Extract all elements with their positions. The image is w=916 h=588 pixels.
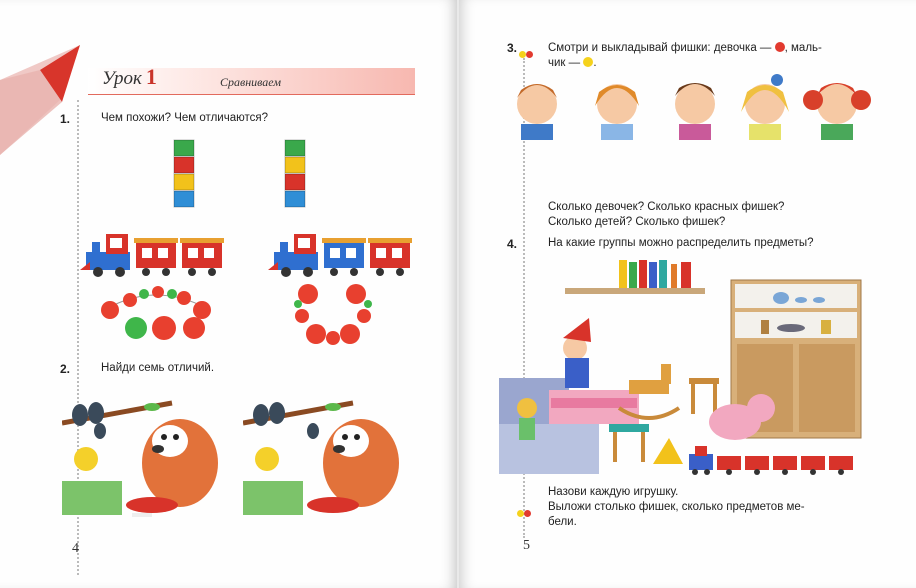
tower-block bbox=[285, 140, 305, 156]
right-page bbox=[459, 0, 916, 588]
find-differences-picture bbox=[243, 393, 411, 523]
instruction-line: Выложи столько фишек, сколько предметов ме- bbox=[548, 501, 805, 513]
toy-train-illustration bbox=[268, 222, 418, 278]
tower-block bbox=[285, 174, 305, 190]
question-line: Сколько детей? Сколько фишек? bbox=[548, 216, 726, 228]
task-questions bbox=[548, 200, 784, 230]
task-text: На какие группы можно распределить предметы? bbox=[548, 237, 814, 249]
task-text: Смотри и выкладывай фишки: девочка — , маль- чик — . bbox=[548, 42, 822, 69]
block-tower bbox=[172, 138, 196, 215]
page-number: 4 bbox=[72, 541, 79, 556]
lesson-number: 1 bbox=[145, 64, 157, 89]
instruction-line: бели. bbox=[548, 516, 577, 528]
task-number: 1. bbox=[60, 112, 71, 126]
toy-room-illustration bbox=[499, 258, 867, 480]
tower-block bbox=[174, 174, 194, 190]
task-text: Чем похожи? Чем отличаются? bbox=[101, 112, 268, 124]
tower-block bbox=[174, 140, 194, 156]
tower-block bbox=[174, 191, 194, 207]
question-line: Сколько девочек? Сколько красных фишек? bbox=[548, 201, 785, 213]
yellow-chip-icon bbox=[583, 57, 593, 67]
tower-block bbox=[285, 191, 305, 207]
lesson-title: Урок 1 bbox=[102, 64, 157, 89]
children-faces-illustration bbox=[509, 72, 879, 142]
task-instructions bbox=[548, 485, 866, 530]
block-tower bbox=[283, 138, 307, 215]
bead-necklace-illustration bbox=[292, 282, 376, 348]
tower-block bbox=[285, 157, 305, 173]
chip-marker-icon bbox=[519, 44, 533, 62]
lesson-topic: Сравниваем bbox=[220, 75, 281, 89]
red-chip-icon bbox=[775, 42, 785, 52]
find-differences-picture bbox=[62, 393, 230, 523]
instruction-line: Назови каждую игрушку. bbox=[548, 486, 679, 498]
tower-block bbox=[174, 157, 194, 173]
chip-marker-icon bbox=[517, 503, 531, 521]
page-number: 5 bbox=[523, 538, 530, 553]
left-page bbox=[0, 0, 457, 588]
task-number: 3. bbox=[507, 41, 518, 55]
task-number: 2. bbox=[60, 362, 71, 376]
bead-necklace-illustration bbox=[96, 282, 218, 344]
task-text: Найди семь отличий. bbox=[101, 362, 215, 374]
task-number: 4. bbox=[507, 237, 518, 251]
toy-train-illustration bbox=[80, 222, 230, 278]
